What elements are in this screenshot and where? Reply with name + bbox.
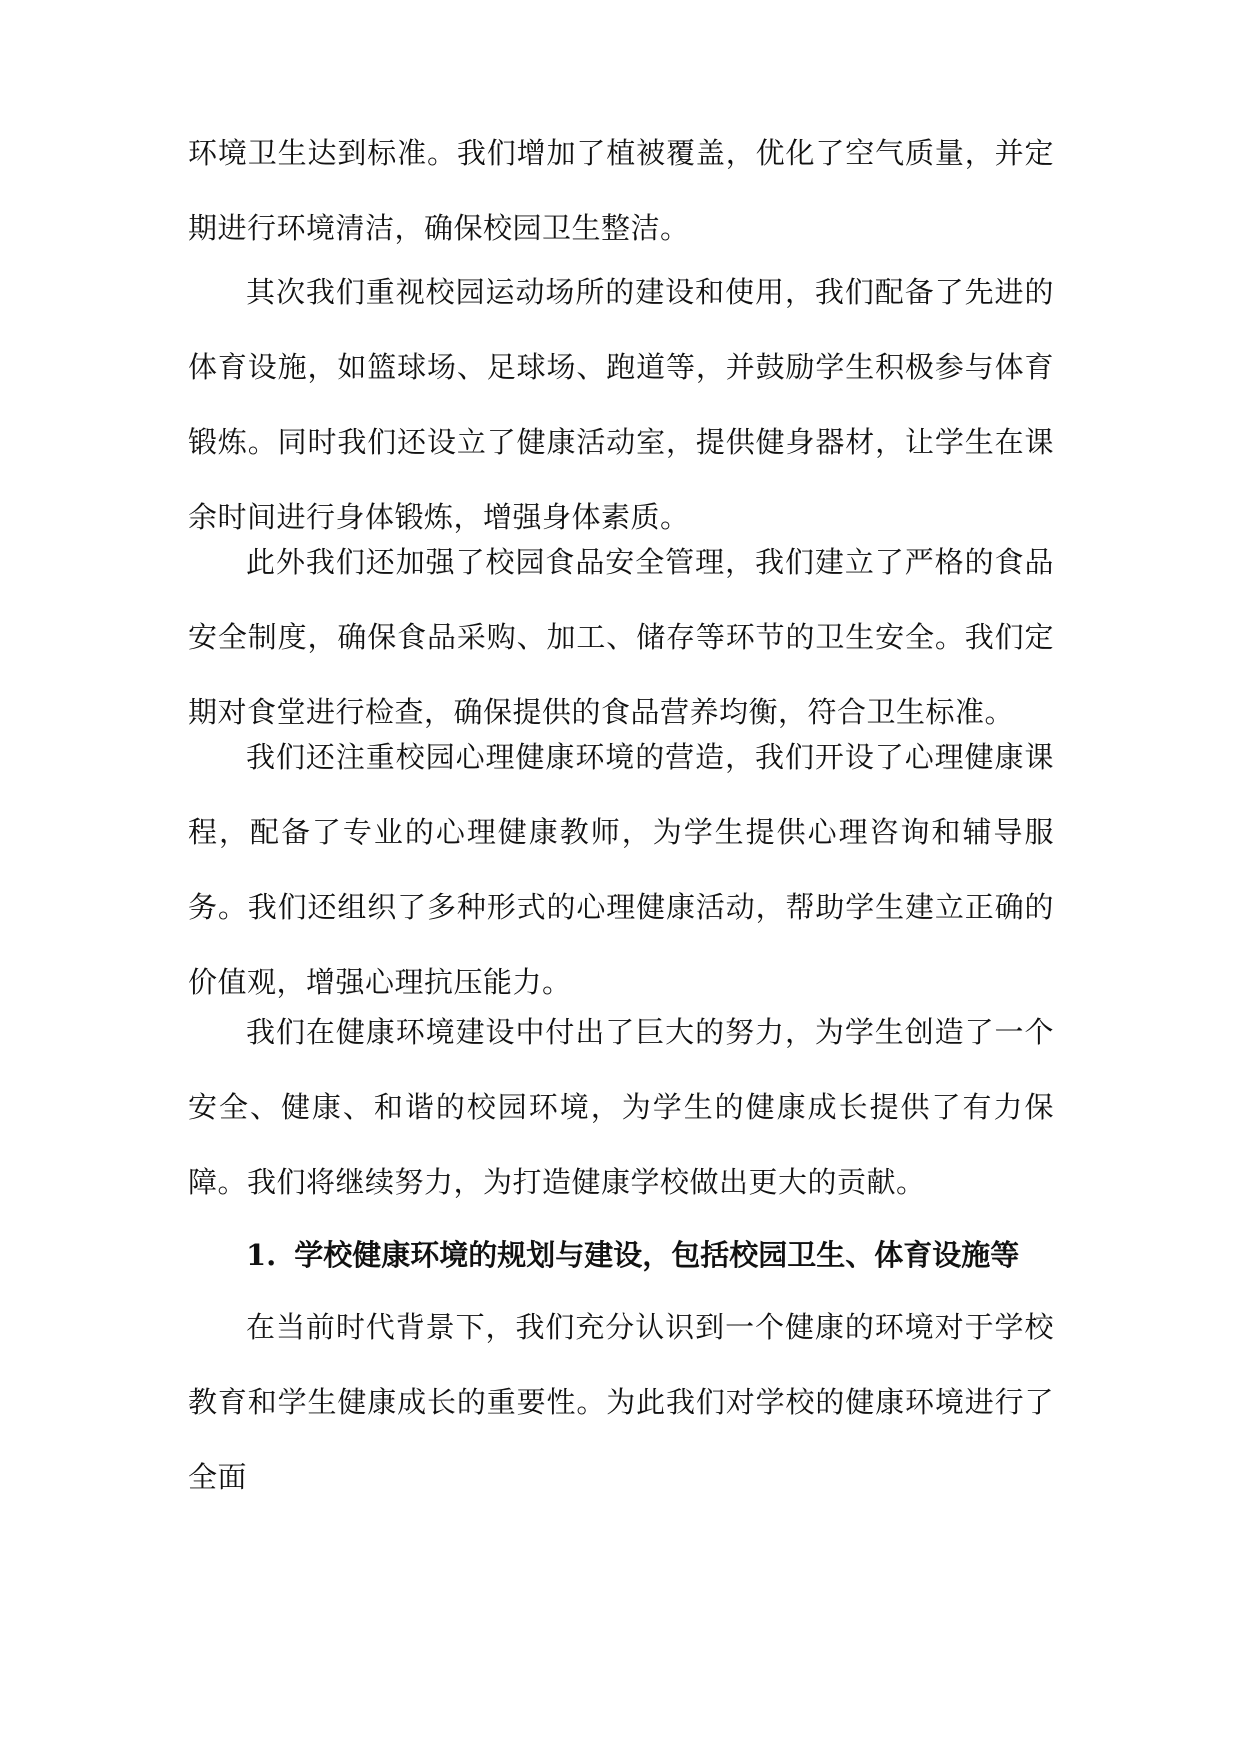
section-heading xyxy=(246,1218,1066,1293)
section-title: 学校健康环境的规划与建设，包括校园卫生、体育设施等 xyxy=(294,1238,1020,1272)
paragraph-mental-health: 我们还注重校园心理健康环境的营造，我们开设了心理健康课程，配备了专业的心理健康教师，为学生提供心理咨询和辅导服务。我们还组织了多种形式的心理健康活动，帮助学生建立正确的价值观，增强心理抗压能力。 xyxy=(188,740,1054,999)
paragraph-background: 在当前时代背景下，我们充分认识到一个健康的环境对于学校教育和学生健康成长的重要性。为此我们对学校的健康环境进行了全面 xyxy=(188,1310,1054,1494)
section-number: 1. xyxy=(246,1238,277,1272)
paragraph-summary: 我们在健康环境建设中付出了巨大的努力，为学生创造了一个安全、健康、和谐的校园环境，为学生的健康成长提供了有力保障。我们将继续努力，为打造健康学校做出更大的贡献。 xyxy=(188,1015,1054,1199)
paragraph-food-safety: 此外我们还加强了校园食品安全管理，我们建立了严格的食品安全制度，确保食品采购、加工、储存等环节的卫生安全。我们定期对食堂进行检查，确保提供的食品营养均衡，符合卫生标准。 xyxy=(188,545,1054,729)
paragraph-environment-hygiene: 环境卫生达到标准。我们增加了植被覆盖，优化了空气质量，并定期进行环境清洁，确保校园卫生整洁。 xyxy=(188,136,1054,245)
paragraph-sports-facilities: 其次我们重视校园运动场所的建设和使用，我们配备了先进的体育设施，如篮球场、足球场、跑道等，并鼓励学生积极参与体育锻炼。同时我们还设立了健康活动室，提供健身器材，让学生在课余时间进行身体锻炼，增强身体素质。 xyxy=(188,275,1054,534)
